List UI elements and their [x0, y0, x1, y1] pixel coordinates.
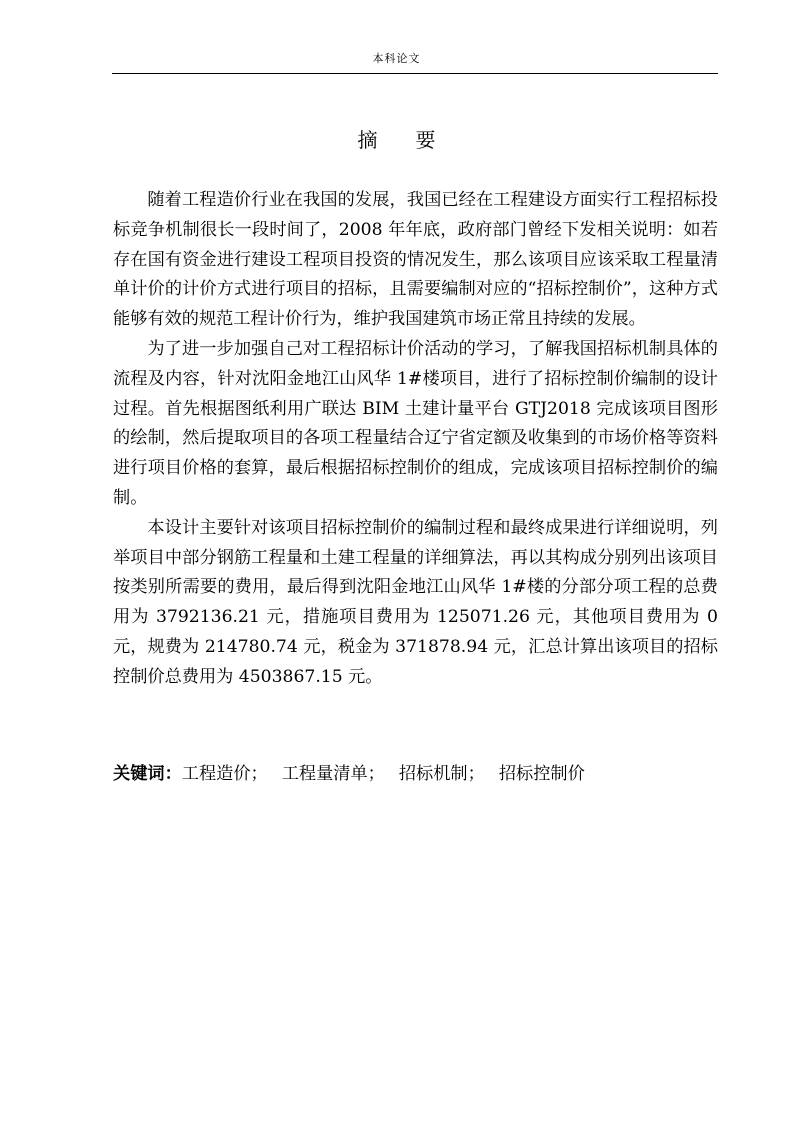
- keyword-item: 招标控制价: [498, 764, 585, 784]
- abstract-title: [0, 126, 793, 154]
- abstract-paragraph-2: 为了进一步加强自己对工程招标计价活动的学习，了解我国招标机制具体的流程及内容，针对沈阳金地江山风华 1#楼项目，进行了招标控制价编制的设计过程。首先根据图纸利用广联达 BIM 土建计量平台 GTJ2018 完成该项目图形的绘制，然后提取项目的各项工程量结合辽宁省定额及收集到的市场价格等资料进行项目价格的套算，最后根据招标控制价的组成，完成该项目招标控制价的编制。: [113, 338, 718, 508]
- keyword-item: 招标机制；: [398, 764, 485, 784]
- abstract-title-char-2: 要: [415, 128, 436, 152]
- header-divider: [112, 73, 718, 74]
- keyword-item: 工程造价；: [181, 764, 268, 784]
- keywords-label: 关键词：: [113, 764, 182, 784]
- abstract-body: [113, 186, 718, 693]
- abstract-paragraph-3: 本设计主要针对该项目招标控制价的编制过程和最终成果进行详细说明，列举项目中部分钢筋工程量和土建工程量的详细算法，再以其构成分别列出该项目按类别所需要的费用，最后得到沈阳金地江山风华 1#楼的分部分项工程的总费用为 3792136.21 元，措施项目费用为 125071.26 元，其他项目费用为 0 元，规费为 214780.74 元，税金为 371878.94 元，汇总计算出该项目的招标控制价总费用为 4503867.15 元。: [113, 517, 718, 687]
- abstract-paragraph-1: 随着工程造价行业在我国的发展，我国已经在工程建设方面实行工程招标投标竞争机制很长一段时间了，2008 年年底，政府部门曾经下发相关说明：如若存在国有资金进行建设工程项目投资的情况发生，那么该项目应该采取工程量清单计价的计价方式进行项目的招标，且需要编制对应的“招标控制价”，这种方式能够有效的规范工程计价行为，维护我国建筑市场正常且持续的发展。: [113, 190, 718, 330]
- running-title: 本科论文: [372, 52, 421, 65]
- keyword-item: 工程量清单；: [281, 764, 385, 784]
- keywords-line: [113, 760, 718, 788]
- abstract-title-char-1: 摘: [357, 128, 378, 152]
